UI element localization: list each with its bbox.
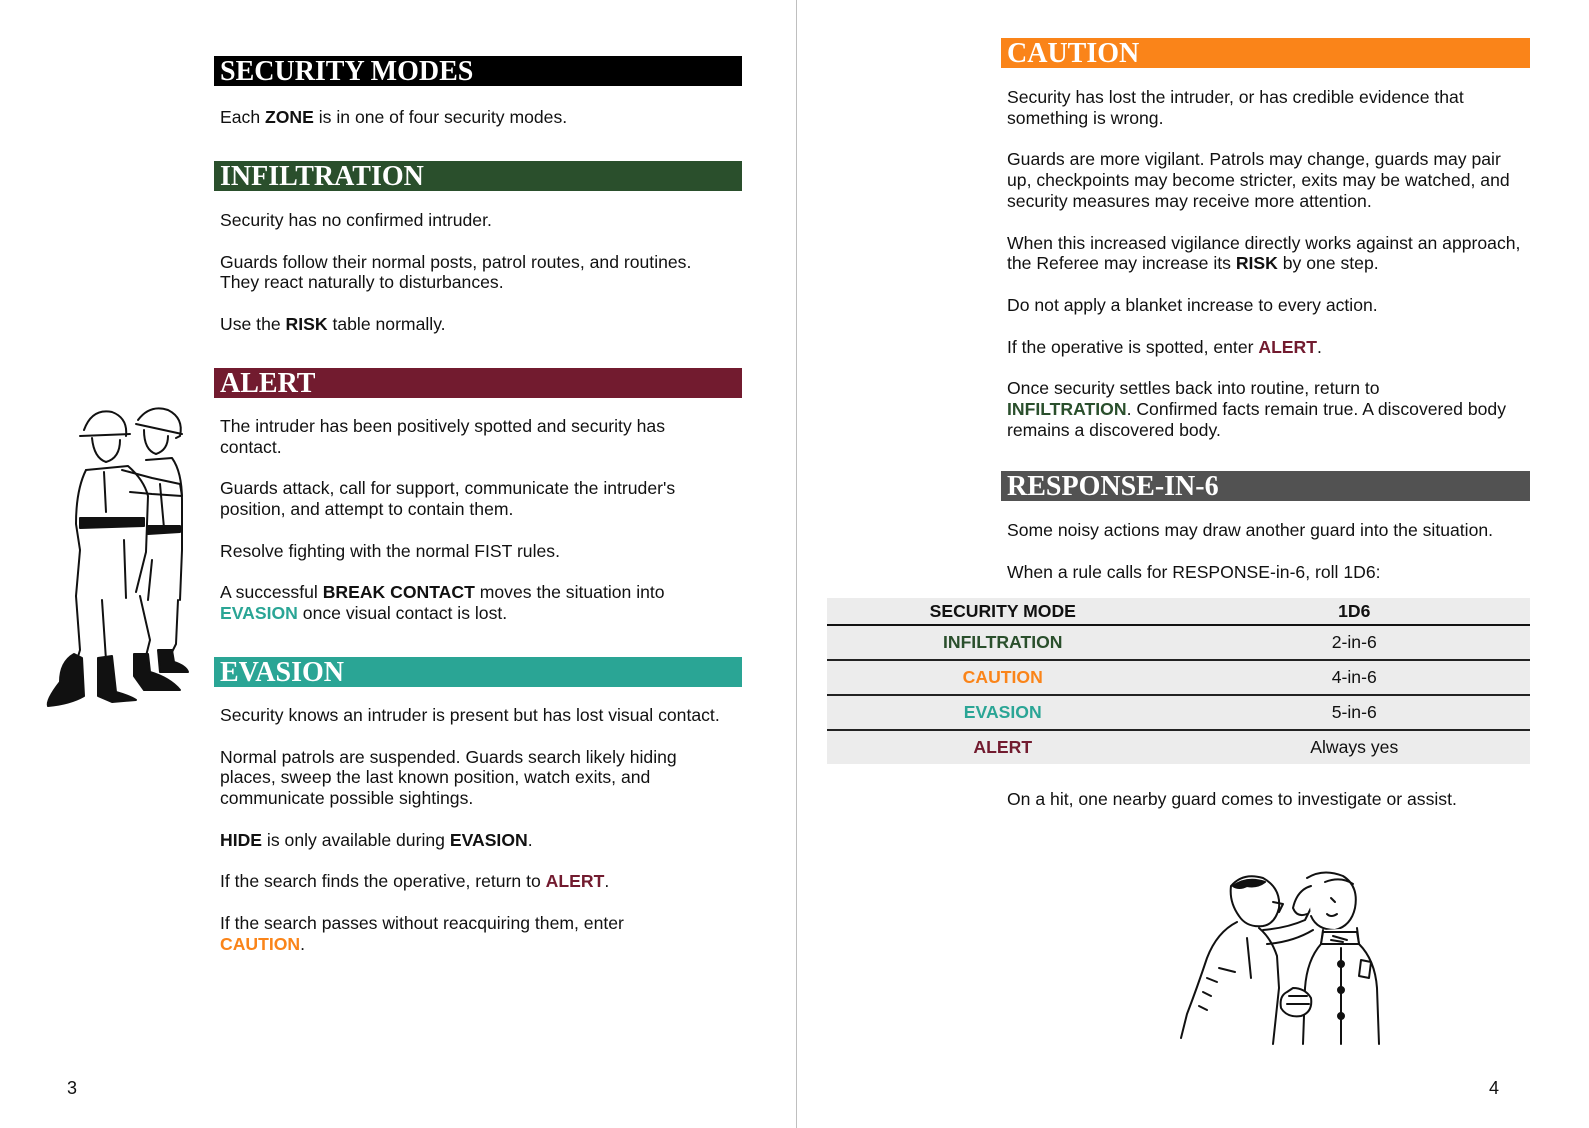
infiltration-body — [220, 210, 740, 335]
caution-p6 — [1007, 378, 1527, 440]
evasion-p3-a: is only available during — [262, 829, 450, 850]
page-number-right: 4 — [1489, 1078, 1500, 1098]
intro-text-end: is in one of four security modes. — [313, 107, 568, 127]
response-footer — [1007, 789, 1537, 810]
alert-body — [220, 416, 720, 624]
evasion-p1: Security knows an intruder is present but has lost visual contact. — [220, 705, 720, 725]
table-row — [827, 660, 1530, 695]
table-cell-value: 5-in-6 — [1179, 695, 1531, 730]
evasion-p2: Normal patrols are suspended. Guards search likely hiding places, sweep the last known position, watch exits, and communicate possible sightings. — [220, 746, 677, 809]
infiltration-p3-a: Use the — [220, 313, 286, 334]
caution-p1: Security has lost the intruder, or has credible evidence that something is wrong. — [1007, 87, 1464, 128]
table-header-mode: SECURITY MODE — [827, 598, 1179, 625]
table-cell-value: 4-in-6 — [1179, 660, 1531, 695]
caution-p5-a: If the operative is spotted, enter — [1007, 336, 1259, 357]
evasion-p3-b: . — [527, 829, 533, 850]
table-row — [827, 730, 1530, 764]
risk-keyword-right: RISK — [1235, 253, 1278, 274]
alert-p4-c: once visual contact is lost. — [297, 603, 508, 624]
table-row — [827, 695, 1530, 730]
infiltration-header: INFILTRATION — [214, 161, 742, 191]
response-in-6-header: RESPONSE-IN-6 — [1001, 471, 1530, 501]
evasion-p5-b: . — [300, 933, 306, 954]
intro-text: Each — [220, 107, 265, 127]
response-p3: On a hit, one nearby guard comes to investigate or assist. — [1007, 789, 1457, 809]
infiltration-p3 — [220, 314, 740, 335]
evasion-p4-b: . — [604, 871, 610, 892]
caution-p4: Do not apply a blanket increase to every action. — [1007, 294, 1378, 315]
response-body — [1007, 520, 1537, 582]
evasion-keyword-bold: EVASION — [449, 829, 528, 850]
evasion-keyword: EVASION — [220, 603, 298, 624]
table-row — [827, 625, 1530, 660]
evasion-p3 — [220, 830, 720, 851]
table-header-roll: 1D6 — [1179, 598, 1531, 625]
evasion-p5-a: If the search passes without reacquiring them, enter — [220, 912, 624, 933]
alert-p3: Resolve fighting with the normal FIST rules. — [220, 540, 560, 561]
alert-keyword-right: ALERT — [1258, 336, 1317, 357]
infiltration-p2 — [220, 252, 740, 294]
evasion-p4-a: If the search finds the operative, return to — [220, 871, 546, 892]
caution-header: CAUTION — [1001, 38, 1530, 68]
evasion-p4 — [220, 871, 720, 892]
infiltration-p1: Security has no confirmed intruder. — [220, 210, 492, 230]
risk-keyword: RISK — [285, 313, 328, 334]
table-cell-mode: CAUTION — [827, 660, 1179, 695]
guards-scuffle-illustration — [1147, 868, 1387, 1046]
evasion-body — [220, 705, 720, 955]
caution-p5-b: . — [1317, 336, 1322, 357]
caution-p3-a: When this increased vigilance directly works against an approach, the Referee may increase its — [1007, 232, 1521, 274]
table-cell-value: Always yes — [1179, 730, 1531, 764]
caution-body — [1007, 87, 1527, 441]
caution-p5 — [1007, 337, 1527, 358]
infiltration-p2-line2: They react naturally to disturbances. — [220, 272, 504, 293]
table-cell-mode: INFILTRATION — [827, 625, 1179, 660]
response-table — [827, 598, 1530, 764]
infiltration-keyword: INFILTRATION — [1007, 398, 1127, 419]
table-cell-mode: ALERT — [827, 730, 1179, 764]
two-guards-illustration — [40, 400, 190, 712]
right-page — [797, 0, 1589, 1128]
table-cell-mode: EVASION — [827, 695, 1179, 730]
evasion-header: EVASION — [214, 657, 742, 687]
infiltration-p3-b: table normally. — [327, 313, 446, 334]
alert-p2: Guards attack, call for support, communicate the intruder's position, and attempt to contain them. — [220, 478, 676, 520]
hide-keyword: HIDE — [220, 829, 263, 850]
table-header-row — [827, 598, 1530, 625]
security-modes-header: SECURITY MODES — [214, 56, 742, 86]
infiltration-p2-line1: Guards follow their normal posts, patrol routes, and routines. — [220, 251, 692, 272]
evasion-p5 — [220, 913, 720, 955]
alert-p1: The intruder has been positively spotted and security has contact. — [220, 416, 665, 457]
response-p1: Some noisy actions may draw another guard into the situation. — [1007, 520, 1494, 540]
caution-p6-a: Once security settles back into routine, return to — [1007, 378, 1380, 399]
break-contact-keyword: BREAK CONTACT — [322, 582, 475, 603]
alert-keyword: ALERT — [545, 871, 605, 892]
alert-p4-a: A successful — [220, 582, 323, 603]
security-modes-intro — [220, 107, 740, 128]
caution-p3-b: by one step. — [1277, 253, 1379, 274]
alert-header: ALERT — [214, 368, 742, 398]
caution-p3 — [1007, 233, 1527, 275]
caution-p2: Guards are more vigilant. Patrols may change, guards may pair up, checkpoints may become stricter, exits may be watched, and security measures may receive more attention. — [1007, 149, 1510, 211]
response-p2: When a rule calls for RESPONSE-in-6, roll 1D6: — [1007, 561, 1381, 582]
caution-keyword: CAUTION — [220, 933, 301, 954]
alert-p4-b: moves the situation into — [474, 582, 665, 603]
caution-p6-b: . Confirmed facts remain true. A discovered body remains a discovered body. — [1007, 398, 1506, 440]
zone-keyword: ZONE — [265, 107, 314, 127]
alert-p4 — [220, 582, 720, 624]
page-number-left: 3 — [67, 1078, 78, 1098]
table-cell-value: 2-in-6 — [1179, 625, 1531, 660]
